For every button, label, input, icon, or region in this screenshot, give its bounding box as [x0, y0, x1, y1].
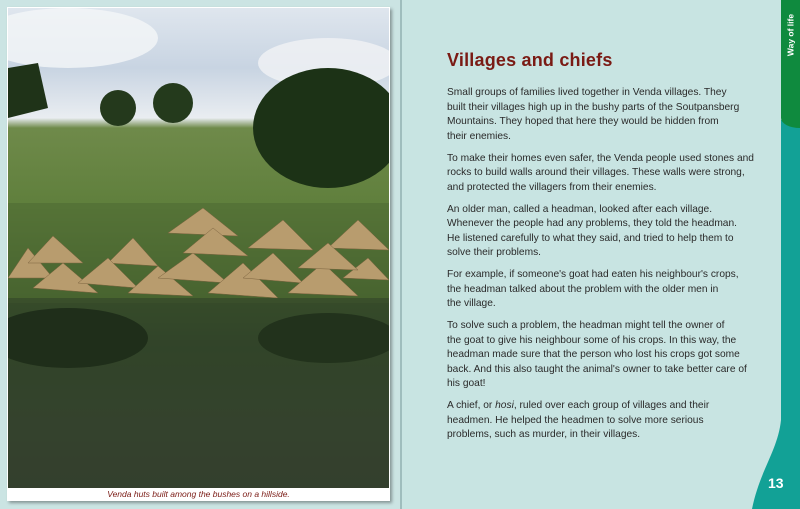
- text-line: To make their homes even safer, the Venda people used stones and: [447, 152, 754, 164]
- text-line: Mountains. They hoped that here they would be hidden from: [447, 116, 719, 127]
- text-line: the headman talked about the problem with the older men in: [447, 283, 719, 295]
- text-line: solve their problems.: [447, 247, 541, 258]
- text-line: headmen. He helped the headmen to solve more serious: [447, 414, 704, 426]
- text-line: built their villages high up in the bushy parts of the Soutpansberg: [447, 101, 740, 113]
- text-line: To solve such a problem, the headman might tell the owner of: [447, 320, 725, 331]
- text-line: his goat!: [447, 378, 486, 389]
- photo-illustration: [8, 8, 389, 488]
- page-number: 13: [768, 475, 784, 491]
- photo-caption: Venda huts built among the bushes on a hillside.: [107, 489, 290, 499]
- paragraph: [447, 399, 787, 443]
- page-title: Villages and chiefs: [447, 50, 613, 70]
- text-line: rocks to build walls around their villages. These walls were strong,: [447, 167, 745, 178]
- text-line: their enemies.: [447, 130, 511, 142]
- text-line: Small groups of families lived together in Venda villages. They: [447, 87, 727, 98]
- term-hosi: hosi: [495, 400, 514, 411]
- paragraph: [447, 86, 787, 144]
- text-line: back. And this also taught the animal's owner to take better care of: [447, 363, 747, 375]
- text-line: He listened carefully to what they said, and tried to help them to: [447, 232, 734, 244]
- text-line: headman made sure that the person who lost his crops got some: [447, 349, 740, 360]
- text-line: and protected the villagers from their enemies.: [447, 181, 657, 193]
- text-line: problems, such as murder, in their villages.: [447, 429, 641, 440]
- body-text: [447, 86, 787, 450]
- paragraph: [447, 152, 787, 196]
- text-line: Whenever the people had any problems, they told the headman.: [447, 218, 737, 229]
- paragraph: [447, 203, 787, 261]
- text-line: For example, if someone's goat had eaten his neighbour's crops,: [447, 269, 739, 280]
- photo-frame: [7, 7, 390, 501]
- paragraph: [447, 319, 787, 392]
- section-tab-label: Way of life: [785, 13, 796, 57]
- text-line: An older man, called a headman, looked after each village.: [447, 203, 713, 215]
- text-line: the goat to give his neighbour some of his crops. In this way, the: [447, 334, 737, 346]
- paragraph: [447, 268, 787, 312]
- text-line: A chief, or hosi, ruled over each group of villages and their: [447, 400, 710, 411]
- text-line: the village.: [447, 298, 496, 309]
- village-huts-photo: [8, 8, 389, 488]
